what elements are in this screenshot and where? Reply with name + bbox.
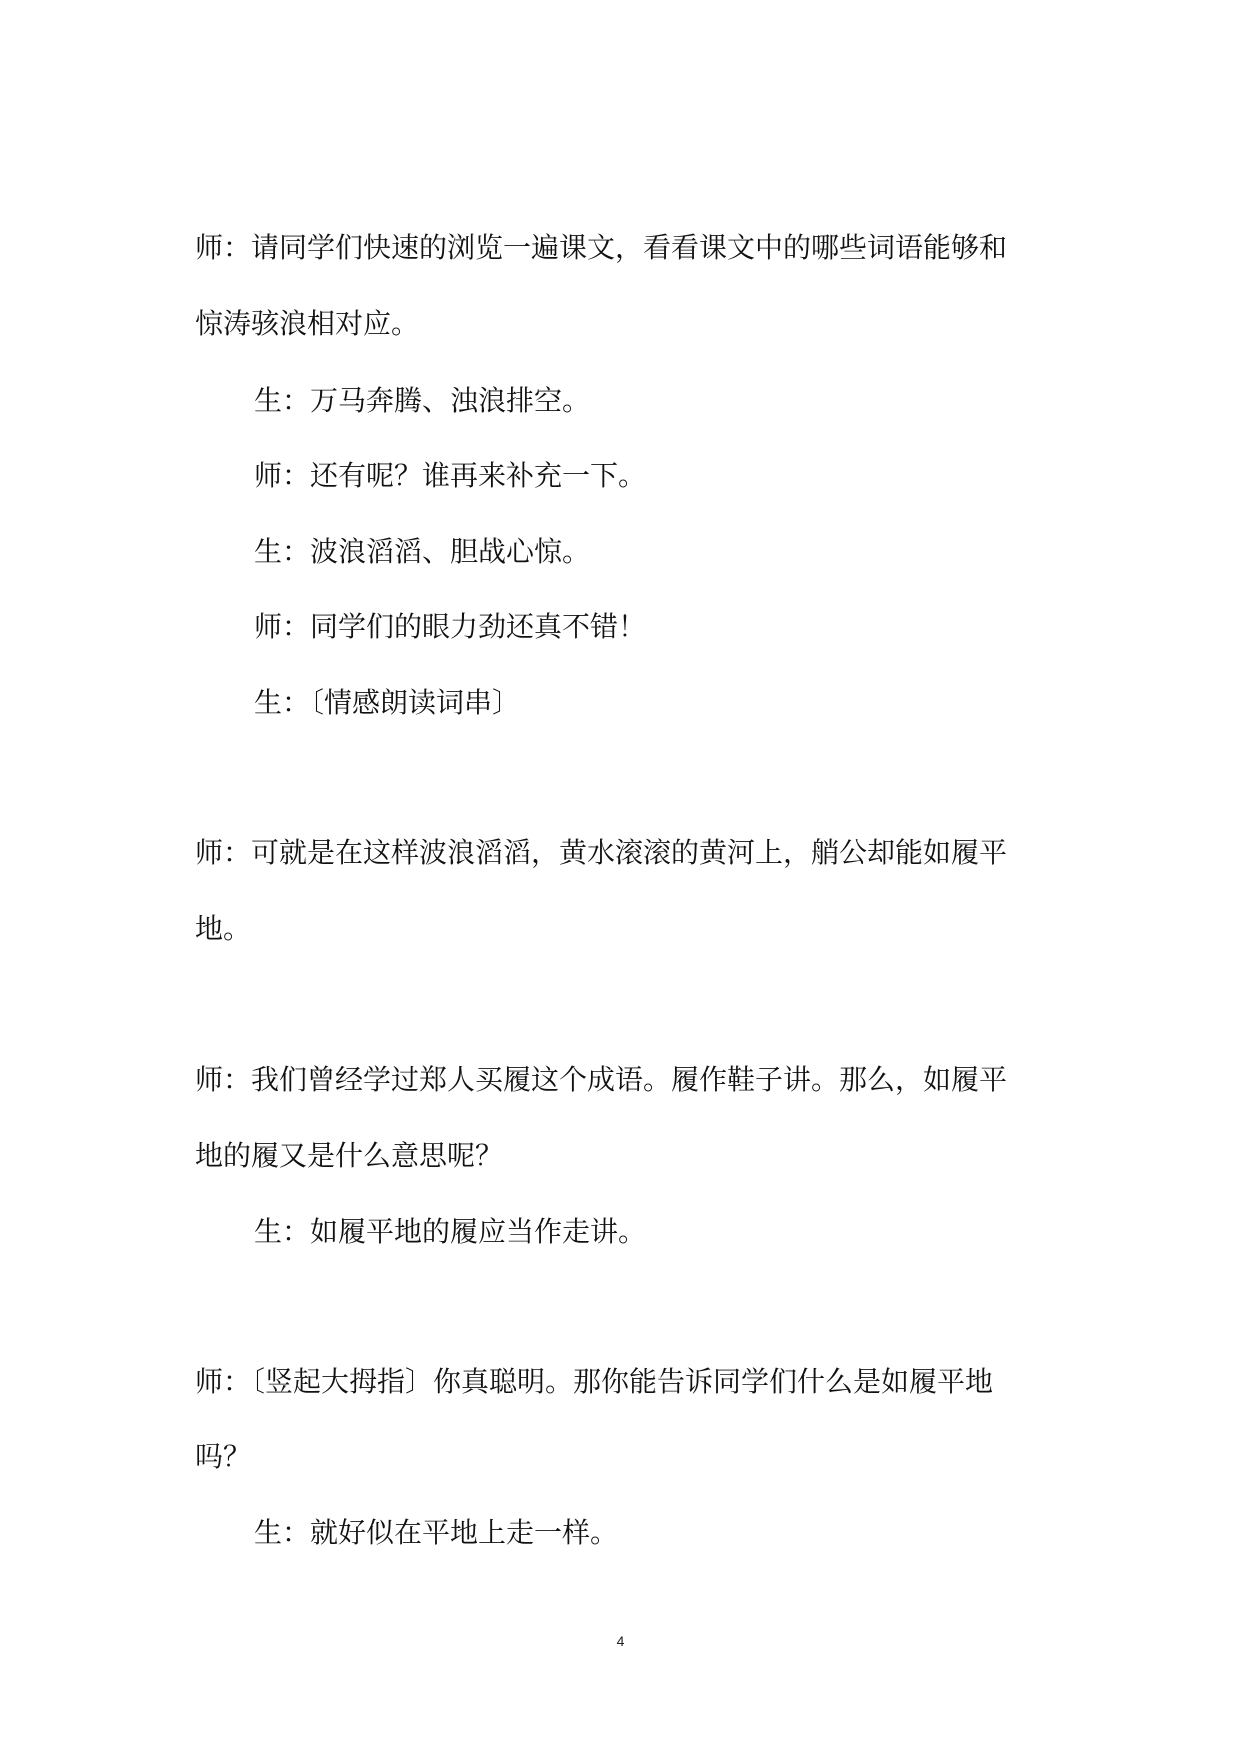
text-line: 生：就好似在平地上走一样。 bbox=[254, 1516, 619, 1549]
text-line: 生：如履平地的履应当作走讲。 bbox=[254, 1215, 647, 1248]
text-line: 师：〔竖起大拇指〕你真聪明。那你能告诉同学们什么是如履平地 bbox=[195, 1365, 994, 1398]
text-line: 地。 bbox=[195, 912, 252, 945]
text-line: 生：万马奔腾、浊浪排空。 bbox=[254, 384, 591, 417]
page-number: 4 bbox=[616, 1633, 625, 1649]
text-line: 师：还有呢？谁再来补充一下。 bbox=[254, 459, 647, 492]
text-line: 师：同学们的眼力劲还真不错！ bbox=[254, 610, 647, 643]
text-line: 生：〔情感朗读词串〕 bbox=[254, 686, 521, 719]
text-line: 师：可就是在这样波浪滔滔，黄水滚滚的黄河上，艄公却能如履平 bbox=[195, 836, 1008, 869]
text-line: 师：请同学们快速的浏览一遍课文，看看课文中的哪些词语能够和 bbox=[195, 231, 1008, 264]
text-line: 师：我们曾经学过郑人买履这个成语。履作鞋子讲。那么，如履平 bbox=[195, 1063, 1008, 1096]
text-line: 生：波浪滔滔、胆战心惊。 bbox=[254, 535, 591, 568]
text-line: 地的履又是什么意思呢？ bbox=[195, 1139, 504, 1172]
text-line: 吗？ bbox=[195, 1440, 252, 1473]
text-line: 惊涛骇浪相对应。 bbox=[195, 307, 420, 340]
